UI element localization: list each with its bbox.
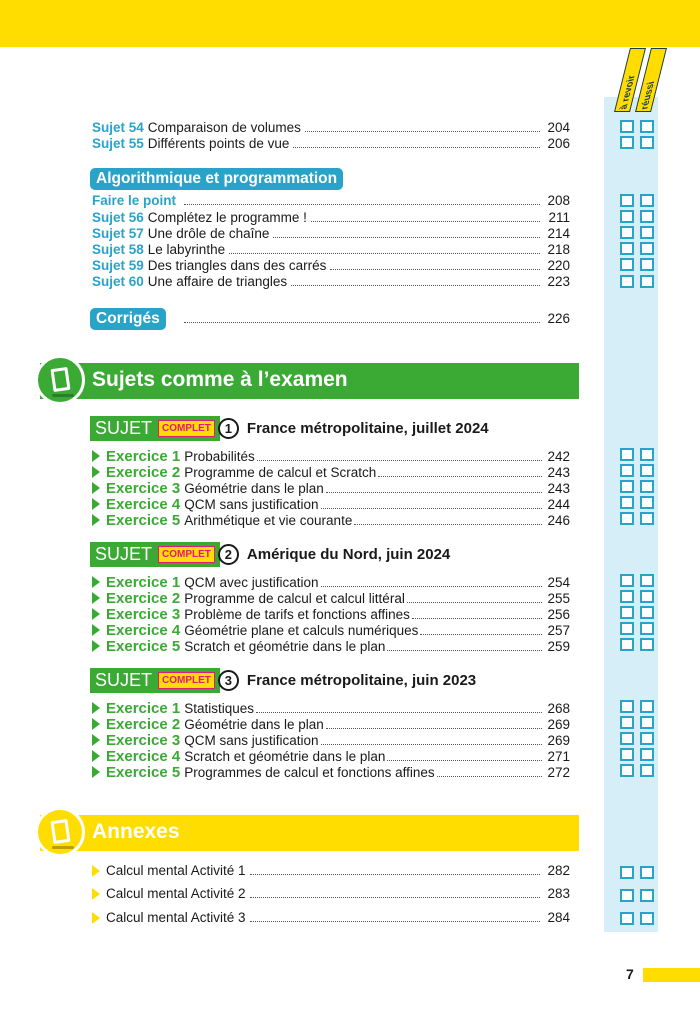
shadow-icon: [52, 394, 74, 397]
leader-dots: [229, 244, 540, 254]
arrow-right-icon: [92, 608, 100, 620]
exercise-label: Exercice 5: [106, 764, 181, 781]
exercise-line[interactable]: [92, 512, 570, 528]
exercise-line[interactable]: [92, 700, 570, 716]
checkbox-a-revoir[interactable]: [620, 912, 634, 925]
sujet-title: Une affaire de triangles: [147, 274, 288, 289]
exercise-label: Exercice 2: [106, 464, 181, 481]
arrow-right-icon: [92, 466, 100, 478]
exercise-label: Exercice 4: [106, 622, 181, 639]
checkbox-a-revoir[interactable]: [620, 732, 634, 745]
section-band-examen: [40, 363, 579, 399]
faire-le-point-label: Faire le point: [92, 193, 177, 208]
toc-line-sujet-60[interactable]: [92, 274, 570, 290]
arrow-right-icon: [92, 865, 100, 877]
exercise-title: QCM sans justification: [184, 733, 319, 748]
arrow-right-icon: [92, 576, 100, 588]
checkbox-a-revoir[interactable]: [620, 496, 634, 509]
complet-badge: COMPLET: [158, 672, 215, 689]
arrow-right-icon: [92, 450, 100, 462]
checkbox-a-revoir[interactable]: [620, 638, 634, 651]
arrow-right-icon: [92, 482, 100, 494]
exercise-line[interactable]: [92, 448, 570, 464]
exercise-title: Programme de calcul et Scratch: [184, 465, 377, 480]
checkbox-reussi[interactable]: [640, 764, 654, 777]
complet-badge: COMPLET: [158, 546, 215, 563]
checkbox-reussi[interactable]: [640, 496, 654, 509]
sujet-tag: [90, 542, 220, 567]
toc-line-sujet-58[interactable]: [92, 242, 570, 258]
page-ref: 206: [547, 136, 570, 151]
checkbox-reussi[interactable]: [640, 912, 654, 925]
checkbox-reussi[interactable]: [640, 226, 654, 239]
checkbox-reussi[interactable]: [640, 866, 654, 879]
sujet-header-3[interactable]: [90, 668, 476, 693]
leader-dots: [354, 515, 542, 525]
page-ref: 204: [547, 120, 570, 135]
leader-dots: [305, 122, 540, 132]
checkbox-group: [620, 192, 656, 289]
exercise-line[interactable]: [92, 732, 570, 748]
page-ref: 268: [547, 701, 570, 716]
exercise-label: Exercice 5: [106, 512, 181, 529]
toc-line-sujet-55[interactable]: [92, 136, 570, 152]
checkbox-a-revoir[interactable]: [620, 512, 634, 525]
checkbox-reussi[interactable]: [640, 258, 654, 271]
exercise-line[interactable]: [92, 496, 570, 512]
arrow-right-icon: [92, 624, 100, 636]
leader-dots: [291, 276, 540, 286]
exercise-line[interactable]: [92, 480, 570, 496]
exercise-label: Exercice 5: [106, 638, 181, 655]
page-ref: 208: [547, 193, 570, 208]
page-ref: 271: [547, 749, 570, 764]
page-icon: [50, 367, 70, 392]
page-ref: 244: [547, 497, 570, 512]
checkbox-reussi[interactable]: [640, 120, 654, 133]
exercise-line[interactable]: [92, 638, 570, 654]
arrow-right-icon: [92, 912, 100, 924]
checkbox-reussi[interactable]: [640, 136, 654, 149]
checkbox-a-revoir[interactable]: [620, 448, 634, 461]
sujet-title: Le labyrinthe: [147, 242, 226, 257]
exercise-title: Problème de tarifs et fonctions affines: [184, 607, 410, 622]
sujet-number: 3: [218, 670, 239, 691]
page-ref: 255: [547, 591, 570, 606]
leader-dots: [326, 719, 542, 729]
section-pill-algorithmique: Algorithmique et programmation: [90, 168, 343, 190]
exercise-title: Géométrie plane et calculs numériques: [184, 623, 419, 638]
sujet-number: 1: [218, 418, 239, 439]
tab-a-revoir-label: à revoir: [617, 73, 639, 111]
sujet-header-2[interactable]: [90, 542, 450, 567]
checkbox-a-revoir[interactable]: [620, 866, 634, 879]
page-ref: 283: [547, 886, 570, 901]
leader-dots: [321, 735, 542, 745]
sujet-tag: [90, 668, 220, 693]
exercise-line[interactable]: [92, 574, 570, 590]
checkbox-reussi[interactable]: [640, 732, 654, 745]
leader-dots: [321, 577, 542, 587]
page-ref: 257: [547, 623, 570, 638]
checkbox-a-revoir[interactable]: [620, 275, 634, 288]
checkbox-a-revoir[interactable]: [620, 622, 634, 635]
exercise-title: Arithmétique et vie courante: [184, 513, 353, 528]
exercise-label: Exercice 1: [106, 574, 181, 591]
arrow-right-icon: [92, 592, 100, 604]
checkbox-reussi[interactable]: [640, 512, 654, 525]
checkbox-reussi[interactable]: [640, 606, 654, 619]
arrow-right-icon: [92, 750, 100, 762]
leader-dots: [257, 451, 542, 461]
toc-line-sujet-56[interactable]: [92, 210, 570, 226]
exercise-label: Exercice 3: [106, 480, 181, 497]
toc-line-sujet-59[interactable]: [92, 258, 570, 274]
checkbox-reussi[interactable]: [640, 448, 654, 461]
checkbox-reussi[interactable]: [640, 590, 654, 603]
sujet-title: Des triangles dans des carrés: [147, 258, 327, 273]
exercise-title: QCM avec justification: [184, 575, 319, 590]
page-ref: 214: [547, 226, 570, 241]
checkbox-reussi[interactable]: [640, 464, 654, 477]
page-ref: 269: [547, 717, 570, 732]
annex-line[interactable]: [92, 886, 570, 902]
page-ref: 254: [547, 575, 570, 590]
checkbox-group: [620, 861, 656, 930]
annex-line[interactable]: [92, 910, 570, 926]
tab-reussi-label: réussi: [638, 80, 658, 111]
shadow-icon: [52, 846, 74, 849]
checkbox-a-revoir[interactable]: [620, 258, 634, 271]
exercise-line[interactable]: [92, 764, 570, 780]
checkbox-reussi[interactable]: [640, 480, 654, 493]
exercise-label: Exercice 1: [106, 448, 181, 465]
checkbox-a-revoir[interactable]: [620, 210, 634, 223]
page-icon: [50, 819, 70, 844]
checkbox-a-revoir[interactable]: [620, 480, 634, 493]
annex-title: Calcul mental Activité 2: [106, 886, 246, 901]
checkbox-a-revoir[interactable]: [620, 748, 634, 761]
arrow-right-icon: [92, 888, 100, 900]
page-number-band: [643, 968, 700, 982]
page-ref: 259: [547, 639, 570, 654]
page-ref: 226: [547, 311, 570, 326]
exercise-title: Statistiques: [184, 701, 255, 716]
exercise-line[interactable]: [92, 622, 570, 638]
sujet-label: Sujet 54: [92, 120, 144, 135]
arrow-right-icon: [92, 498, 100, 510]
top-yellow-band: [0, 0, 700, 47]
sujet-header-1[interactable]: [90, 416, 489, 441]
page-number: 7: [626, 966, 634, 982]
page-ref: 220: [547, 258, 570, 273]
annex-title: Calcul mental Activité 3: [106, 910, 246, 925]
sujet-title: Différents points de vue: [147, 136, 290, 151]
arrow-right-icon: [92, 702, 100, 714]
sujet-label: Sujet 60: [92, 274, 144, 289]
leader-dots: [250, 912, 540, 922]
page-ref: 243: [547, 465, 570, 480]
leader-dots: [412, 609, 542, 619]
page-ref: 243: [547, 481, 570, 496]
page-ref: 223: [547, 274, 570, 289]
leader-dots: [311, 212, 540, 222]
arrow-right-icon: [92, 514, 100, 526]
sujet-title: France métropolitaine, juin 2023: [246, 672, 477, 689]
checkbox-group: [620, 572, 656, 653]
leader-dots: [387, 641, 542, 651]
review-tabs: [616, 47, 676, 112]
checkbox-a-revoir[interactable]: [620, 194, 634, 207]
checkbox-reussi[interactable]: [640, 889, 654, 902]
checkbox-reussi[interactable]: [640, 275, 654, 288]
document-icon: [35, 355, 85, 405]
exercise-line[interactable]: [92, 590, 570, 606]
toc-line-faire-le-point[interactable]: [92, 193, 570, 209]
checkbox-reussi[interactable]: [640, 748, 654, 761]
checkbox-reussi[interactable]: [640, 194, 654, 207]
exercise-label: Exercice 4: [106, 748, 181, 765]
exercise-label: Exercice 2: [106, 590, 181, 607]
exercise-title: Scratch et géométrie dans le plan: [184, 639, 386, 654]
checkbox-reussi[interactable]: [640, 638, 654, 651]
exercise-label: Exercice 1: [106, 700, 181, 717]
exercise-label: Exercice 2: [106, 716, 181, 733]
sujet-title: Une drôle de chaîne: [147, 226, 270, 241]
sujet-title: Complétez le programme !: [147, 210, 307, 225]
leader-dots: [420, 625, 542, 635]
checkbox-group: [620, 698, 656, 779]
checkbox-a-revoir[interactable]: [620, 700, 634, 713]
checkbox-group: [620, 446, 656, 527]
exercise-title: Programmes de calcul et fonctions affines: [184, 765, 435, 780]
arrow-right-icon: [92, 718, 100, 730]
checkbox-reussi[interactable]: [640, 574, 654, 587]
sujet-label: Sujet 59: [92, 258, 144, 273]
sujet-tag: [90, 416, 220, 441]
checkbox-reussi[interactable]: [640, 622, 654, 635]
page-ref: 284: [547, 910, 570, 925]
leader-dots: [330, 260, 540, 270]
leader-dots: [293, 138, 540, 148]
checkbox-a-revoir[interactable]: [620, 242, 634, 255]
page-ref: 218: [547, 242, 570, 257]
leader-dots: [326, 483, 542, 493]
sujet-label: Sujet 55: [92, 136, 144, 151]
exercise-title: Géométrie dans le plan: [184, 717, 324, 732]
exercise-line[interactable]: [92, 748, 570, 764]
complet-badge: COMPLET: [158, 420, 215, 437]
page-ref: 282: [547, 863, 570, 878]
checkbox-a-revoir[interactable]: [620, 464, 634, 477]
checkbox-a-revoir[interactable]: [620, 574, 634, 587]
exercise-line[interactable]: [92, 464, 570, 480]
checkbox-reussi[interactable]: [640, 242, 654, 255]
checkbox-a-revoir[interactable]: [620, 764, 634, 777]
leader-dots: [184, 195, 540, 205]
sujet-tag-label: SUJET: [95, 670, 153, 690]
sujet-label: Sujet 57: [92, 226, 144, 241]
section-title-annexes: Annexes: [92, 820, 180, 843]
exercise-label: Exercice 4: [106, 496, 181, 513]
checkbox-a-revoir[interactable]: [620, 226, 634, 239]
leader-dots: [407, 593, 542, 603]
sujet-title: Amérique du Nord, juin 2024: [246, 546, 451, 563]
exercise-label: Exercice 3: [106, 732, 181, 749]
exercise-title: Programme de calcul et calcul littéral: [184, 591, 405, 606]
leader-dots: [437, 767, 542, 777]
leader-dots: [250, 888, 540, 898]
document-icon: [35, 807, 85, 857]
checkbox-a-revoir[interactable]: [620, 120, 634, 133]
section-title-examen: Sujets comme à l’examen: [92, 368, 348, 391]
toc-line-sujet-54[interactable]: [92, 120, 570, 136]
arrow-right-icon: [92, 640, 100, 652]
checkbox-reussi[interactable]: [640, 716, 654, 729]
sujet-label: Sujet 56: [92, 210, 144, 225]
sujet-title: France métropolitaine, juillet 2024: [246, 420, 489, 437]
leader-dots: [378, 467, 542, 477]
sujet-label: Sujet 58: [92, 242, 144, 257]
sujet-tag-label: SUJET: [95, 544, 153, 564]
page-ref: 242: [547, 449, 570, 464]
exercise-line[interactable]: [92, 716, 570, 732]
exercise-line[interactable]: [92, 606, 570, 622]
leader-dots: [184, 313, 540, 323]
page-ref: 269: [547, 733, 570, 748]
exercise-title: Géométrie dans le plan: [184, 481, 324, 496]
toc-line-corriges[interactable]: [180, 311, 570, 327]
arrow-right-icon: [92, 734, 100, 746]
section-band-annexes: [40, 815, 579, 851]
checkbox-reussi[interactable]: [640, 210, 654, 223]
annex-line[interactable]: [92, 863, 570, 879]
checkbox-a-revoir[interactable]: [620, 716, 634, 729]
section-pill-corriges: Corrigés: [90, 308, 166, 330]
page-ref: 256: [547, 607, 570, 622]
toc-line-sujet-57[interactable]: [92, 226, 570, 242]
page-ref: 246: [547, 513, 570, 528]
leader-dots: [256, 703, 542, 713]
sujet-number: 2: [218, 544, 239, 565]
page-ref: 211: [548, 210, 570, 225]
leader-dots: [387, 751, 542, 761]
annex-title: Calcul mental Activité 1: [106, 863, 246, 878]
checkbox-reussi[interactable]: [640, 700, 654, 713]
sujet-tag-label: SUJET: [95, 418, 153, 438]
checkbox-a-revoir[interactable]: [620, 590, 634, 603]
exercise-label: Exercice 3: [106, 606, 181, 623]
leader-dots: [321, 499, 542, 509]
checkbox-group: [620, 118, 656, 150]
leader-dots: [250, 865, 540, 875]
checkbox-a-revoir[interactable]: [620, 136, 634, 149]
checkbox-a-revoir[interactable]: [620, 889, 634, 902]
leader-dots: [273, 228, 540, 238]
arrow-right-icon: [92, 766, 100, 778]
exercise-title: QCM sans justification: [184, 497, 319, 512]
sujet-title: Comparaison de volumes: [147, 120, 301, 135]
checkbox-a-revoir[interactable]: [620, 606, 634, 619]
exercise-title: Scratch et géométrie dans le plan: [184, 749, 386, 764]
page-ref: 272: [547, 765, 570, 780]
exercise-title: Probabilités: [184, 449, 255, 464]
